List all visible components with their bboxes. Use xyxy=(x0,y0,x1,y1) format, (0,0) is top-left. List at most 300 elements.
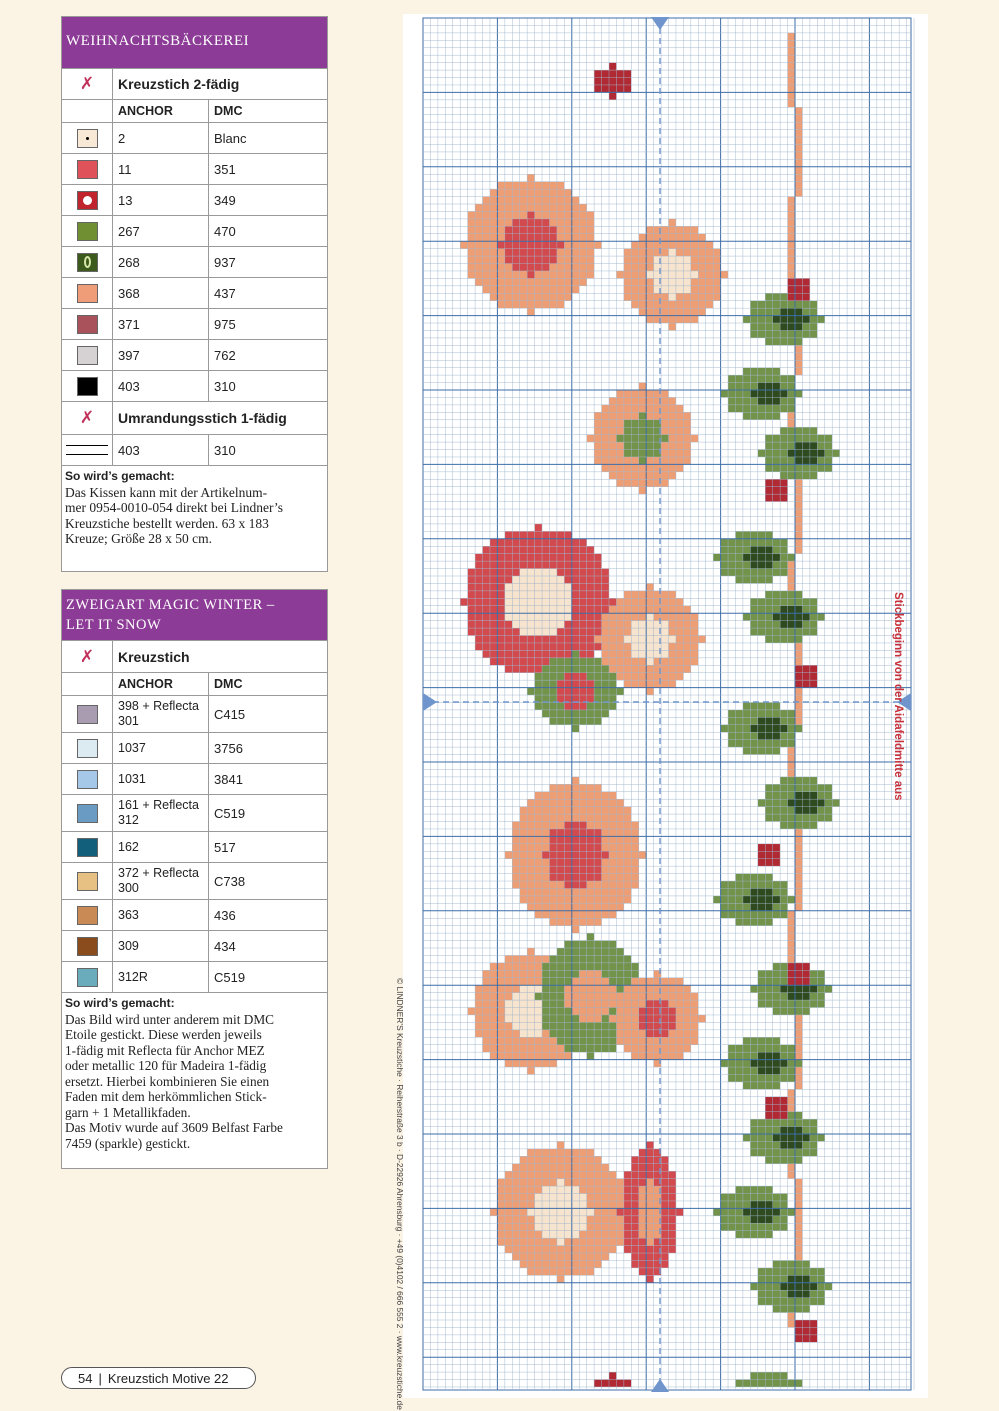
stitch-cell xyxy=(527,606,534,613)
stitch-cell xyxy=(676,293,683,300)
stitch-cell xyxy=(758,1208,765,1215)
stitch-cell xyxy=(602,970,609,977)
stitch-cell xyxy=(825,985,832,992)
stitch-cell xyxy=(624,896,631,903)
stitch-cell xyxy=(497,1179,504,1186)
stitch-cell xyxy=(624,1216,631,1223)
stitch-cell xyxy=(795,130,802,137)
anchor-value: 268 xyxy=(113,247,209,277)
stitch-cell xyxy=(639,256,646,263)
stitch-cell xyxy=(542,1246,549,1253)
stitch-cell xyxy=(609,1372,616,1379)
stitch-cell xyxy=(788,211,795,218)
stitch-cell xyxy=(631,420,638,427)
stitch-cell xyxy=(587,658,594,665)
stitch-cell xyxy=(616,881,623,888)
stitch-cell xyxy=(646,636,653,643)
stitch-cell xyxy=(773,464,780,471)
note-line: Das Kissen kann mit der Artikelnum- xyxy=(65,484,268,500)
cross-stitch-icon: ✗ xyxy=(79,646,95,667)
stitch-cell xyxy=(505,197,512,204)
stitch-cell xyxy=(691,993,698,1000)
stitch-cell xyxy=(535,1037,542,1044)
stitch-cell xyxy=(639,442,646,449)
stitch-cell xyxy=(639,673,646,680)
stitch-cell xyxy=(669,323,676,330)
stitch-cell xyxy=(780,427,787,434)
stitch-cell xyxy=(646,457,653,464)
stitch-cell xyxy=(497,1015,504,1022)
stitch-cell xyxy=(624,271,631,278)
stitch-cell xyxy=(795,1112,802,1119)
stitch-cell xyxy=(572,851,579,858)
stitch-cell xyxy=(758,368,765,375)
stitch-cell xyxy=(572,725,579,732)
stitch-cell xyxy=(490,1015,497,1022)
stitch-cell xyxy=(780,1060,787,1067)
stitch-cell xyxy=(646,420,653,427)
stitch-cell xyxy=(527,1156,534,1163)
stitch-cell xyxy=(780,375,787,382)
stitch-cell xyxy=(483,591,490,598)
stitch-cell xyxy=(579,1149,586,1156)
stitch-cell xyxy=(683,606,690,613)
stitch-cell xyxy=(564,249,571,256)
stitch-cell xyxy=(743,740,750,747)
stitch-cell xyxy=(795,1275,802,1282)
stitch-cell xyxy=(497,1223,504,1230)
stitch-cell xyxy=(802,628,809,635)
stitch-cell xyxy=(683,427,690,434)
stitch-cell xyxy=(795,658,802,665)
stitch-cell xyxy=(661,1238,668,1245)
stitch-cell xyxy=(520,829,527,836)
stitch-cell xyxy=(616,650,623,657)
stitch-cell xyxy=(810,330,817,337)
stitch-cell xyxy=(527,896,534,903)
stitch-cell xyxy=(639,405,646,412)
stitch-cell xyxy=(758,598,765,605)
stitch-cell xyxy=(773,732,780,739)
stitch-cell xyxy=(520,197,527,204)
stitch-cell xyxy=(795,546,802,553)
stitch-cell xyxy=(579,1045,586,1052)
stitch-cell xyxy=(572,1164,579,1171)
stitch-cell xyxy=(765,390,772,397)
stitch-cell xyxy=(795,993,802,1000)
stitch-cell xyxy=(646,397,653,404)
stitch-cell xyxy=(795,702,802,709)
stitch-cell xyxy=(765,896,772,903)
stitch-cell xyxy=(631,1201,638,1208)
stitch-cell xyxy=(765,1290,772,1297)
stitch-cell xyxy=(505,539,512,546)
stitch-cell xyxy=(631,829,638,836)
dmc-column-header: DMC xyxy=(214,104,243,118)
stitch-cell xyxy=(535,189,542,196)
stitch-cell xyxy=(557,702,564,709)
stitch-cell xyxy=(490,963,497,970)
stitch-cell xyxy=(564,636,571,643)
stitch-cell xyxy=(773,293,780,300)
stitch-cell xyxy=(527,576,534,583)
stitch-cell xyxy=(549,182,556,189)
stitch-cell xyxy=(564,256,571,263)
stitch-cell xyxy=(468,613,475,620)
stitch-cell xyxy=(527,174,534,181)
stitch-cell xyxy=(810,970,817,977)
stitch-cell xyxy=(475,1022,482,1029)
stitch-cell xyxy=(579,1231,586,1238)
stitch-cell xyxy=(557,658,564,665)
stitch-cell xyxy=(475,264,482,271)
stitch-cell xyxy=(564,963,571,970)
stitch-cell xyxy=(505,650,512,657)
stitch-cell xyxy=(616,412,623,419)
stitch-cell xyxy=(527,1216,534,1223)
stitch-cell xyxy=(676,405,683,412)
stitch-cell xyxy=(646,308,653,315)
stitch-cell xyxy=(594,561,601,568)
stitch-cell xyxy=(765,316,772,323)
stitch-cell xyxy=(520,1164,527,1171)
stitch-cell xyxy=(669,464,676,471)
stitch-cell xyxy=(594,1045,601,1052)
stitch-cell xyxy=(609,807,616,814)
stitch-cell xyxy=(743,1082,750,1089)
stitch-cell xyxy=(728,717,735,724)
stitch-cell xyxy=(587,226,594,233)
stitch-cell xyxy=(691,308,698,315)
dmc-value: 3841 xyxy=(214,771,243,787)
stitch-cell xyxy=(602,1238,609,1245)
stitch-cell xyxy=(520,1223,527,1230)
stitch-cell xyxy=(750,613,757,620)
stitch-cell xyxy=(594,1201,601,1208)
stitch-cell xyxy=(698,234,705,241)
stitch-cell xyxy=(765,918,772,925)
stitch-cell xyxy=(765,1000,772,1007)
stitch-cell xyxy=(780,814,787,821)
stitch-cell xyxy=(780,777,787,784)
stitch-cell xyxy=(557,1141,564,1148)
stitch-cell xyxy=(527,554,534,561)
stitch-cell xyxy=(825,442,832,449)
stitch-cell xyxy=(698,293,705,300)
stitch-cell xyxy=(780,1216,787,1223)
stitch-cell xyxy=(735,531,742,538)
stitch-cell xyxy=(788,1097,795,1104)
stitch-cell xyxy=(594,985,601,992)
stitch-cell xyxy=(639,1171,646,1178)
stitch-cell xyxy=(505,182,512,189)
stitch-cell xyxy=(750,725,757,732)
stitch-cell xyxy=(758,747,765,754)
stitch-cell xyxy=(706,249,713,256)
stitch-cell xyxy=(587,219,594,226)
stitch-cell xyxy=(691,1000,698,1007)
stitch-cell xyxy=(735,1074,742,1081)
stitch-cell xyxy=(773,479,780,486)
stitch-cell xyxy=(788,621,795,628)
stitch-cell xyxy=(631,1171,638,1178)
stitch-cell xyxy=(788,1052,795,1059)
stitch-cell xyxy=(773,613,780,620)
stitch-cell xyxy=(535,814,542,821)
stitch-cell xyxy=(683,271,690,278)
stitch-cell xyxy=(795,323,802,330)
stitch-cell xyxy=(780,1156,787,1163)
stitch-cell xyxy=(520,1216,527,1223)
stitch-cell xyxy=(549,792,556,799)
stitch-cell xyxy=(691,435,698,442)
stitch-cell xyxy=(505,1179,512,1186)
stitch-cell xyxy=(512,1179,519,1186)
stitch-cell xyxy=(639,680,646,687)
stitch-cell xyxy=(505,1186,512,1193)
stitch-cell xyxy=(587,911,594,918)
legend-row xyxy=(62,339,327,370)
stitch-cell xyxy=(564,234,571,241)
stitch-cell xyxy=(743,1231,750,1238)
stitch-cell xyxy=(535,799,542,806)
stitch-cell xyxy=(497,1022,504,1029)
stitch-cell xyxy=(795,516,802,523)
stitch-cell xyxy=(669,613,676,620)
stitch-cell xyxy=(594,636,601,643)
stitch-cell xyxy=(773,301,780,308)
stitch-cell xyxy=(587,569,594,576)
stitch-cell xyxy=(646,1171,653,1178)
stitch-cell xyxy=(557,650,564,657)
stitch-cell xyxy=(721,1201,728,1208)
stitch-cell xyxy=(535,561,542,568)
stitch-cell xyxy=(542,1253,549,1260)
stitch-cell xyxy=(520,963,527,970)
stitch-cell xyxy=(572,546,579,553)
stitch-cell xyxy=(661,390,668,397)
stitch-cell xyxy=(661,435,668,442)
magazine-title: Kreuzstich Motive 22 xyxy=(107,1370,229,1386)
stitch-cell xyxy=(780,442,787,449)
stitch-cell xyxy=(512,650,519,657)
stitch-cell xyxy=(780,457,787,464)
stitch-cell xyxy=(579,658,586,665)
stitch-cell xyxy=(557,643,564,650)
stitch-cell xyxy=(788,628,795,635)
stitch-cell xyxy=(609,881,616,888)
stitch-cell xyxy=(475,591,482,598)
stitch-cell xyxy=(483,621,490,628)
stitch-cell xyxy=(721,561,728,568)
stitch-cell xyxy=(788,747,795,754)
stitch-cell xyxy=(773,1000,780,1007)
stitch-cell xyxy=(669,1022,676,1029)
stitch-cell xyxy=(780,628,787,635)
stitch-cell xyxy=(721,1060,728,1067)
dmc-value: 937 xyxy=(214,254,236,270)
stitch-cell xyxy=(520,1201,527,1208)
stitch-cell xyxy=(691,658,698,665)
stitch-cell xyxy=(758,732,765,739)
stitch-cell xyxy=(758,725,765,732)
stitch-cell xyxy=(527,226,534,233)
stitch-cell xyxy=(587,1201,594,1208)
stitch-cell xyxy=(795,122,802,129)
stitch-cell xyxy=(594,241,601,248)
stitch-cell xyxy=(535,836,542,843)
stitch-cell xyxy=(639,293,646,300)
stitch-cell xyxy=(557,896,564,903)
anchor-value: 161 + Reflecta 312 xyxy=(113,795,209,831)
stitch-cell xyxy=(520,1022,527,1029)
stitch-cell xyxy=(468,219,475,226)
stitch-cell xyxy=(549,1179,556,1186)
stitch-cell xyxy=(691,1022,698,1029)
stitch-cell xyxy=(735,710,742,717)
stitch-cell xyxy=(646,286,653,293)
stitch-cell xyxy=(639,420,646,427)
stitch-cell xyxy=(542,301,549,308)
note-title: So wird’s gemacht: xyxy=(65,996,175,1010)
stitch-cell xyxy=(661,1008,668,1015)
stitch-cell xyxy=(631,1030,638,1037)
stitch-cell xyxy=(676,673,683,680)
stitch-cell xyxy=(676,412,683,419)
stitch-cell xyxy=(594,799,601,806)
stitch-cell xyxy=(639,665,646,672)
stitch-cell xyxy=(765,561,772,568)
stitch-cell xyxy=(542,836,549,843)
stitch-cell xyxy=(750,1060,757,1067)
stitch-cell xyxy=(535,1000,542,1007)
stitch-cell xyxy=(698,1015,705,1022)
stitch-cell xyxy=(758,881,765,888)
stitch-cell xyxy=(743,710,750,717)
stitch-cell xyxy=(669,993,676,1000)
stitch-cell xyxy=(758,1194,765,1201)
stitch-cell xyxy=(631,851,638,858)
stitch-cell xyxy=(802,1268,809,1275)
stitch-cell xyxy=(602,420,609,427)
stitch-cell xyxy=(527,807,534,814)
stitch-cell xyxy=(639,301,646,308)
stitch-cell xyxy=(587,680,594,687)
stitch-cell xyxy=(788,420,795,427)
stitch-cell xyxy=(497,650,504,657)
stitch-cell xyxy=(773,435,780,442)
stitch-cell xyxy=(773,911,780,918)
stitch-cell xyxy=(572,241,579,248)
stitch-cell xyxy=(631,1015,638,1022)
stitch-cell xyxy=(520,293,527,300)
stitch-cell xyxy=(624,591,631,598)
stitch-cell xyxy=(579,621,586,628)
stitch-cell xyxy=(557,1260,564,1267)
stitch-cell xyxy=(549,546,556,553)
stitch-cell xyxy=(795,978,802,985)
stitch-cell xyxy=(728,1052,735,1059)
stitch-cell xyxy=(669,636,676,643)
stitch-cell xyxy=(542,197,549,204)
stitch-cell xyxy=(572,955,579,962)
stitch-cell xyxy=(468,621,475,628)
stitch-cell xyxy=(616,859,623,866)
stitch-cell xyxy=(661,1223,668,1230)
stitch-cell xyxy=(802,792,809,799)
stitch-cell xyxy=(773,1052,780,1059)
stitch-cell xyxy=(743,896,750,903)
stitch-cell xyxy=(579,628,586,635)
stitch-cell xyxy=(616,1216,623,1223)
stitch-cell xyxy=(483,554,490,561)
stitch-cell xyxy=(564,241,571,248)
stitch-cell xyxy=(594,1186,601,1193)
stitch-cell xyxy=(788,755,795,762)
stitch-cell xyxy=(572,1171,579,1178)
stitch-cell xyxy=(609,405,616,412)
stitch-cell xyxy=(646,1030,653,1037)
stitch-cell xyxy=(579,941,586,948)
stitch-cell xyxy=(564,970,571,977)
stitch-cell xyxy=(646,1238,653,1245)
stitch-cell xyxy=(639,412,646,419)
stitch-cell xyxy=(661,241,668,248)
stitch-cell xyxy=(765,1134,772,1141)
stitch-cell xyxy=(535,903,542,910)
stitch-cell xyxy=(646,1201,653,1208)
stitch-cell xyxy=(661,1194,668,1201)
stitch-cell xyxy=(639,1186,646,1193)
page-number: 54 xyxy=(78,1370,93,1386)
stitch-cell xyxy=(527,1179,534,1186)
stitch-cell xyxy=(758,308,765,315)
stitch-cell xyxy=(587,903,594,910)
stitch-cell xyxy=(542,702,549,709)
stitch-cell xyxy=(512,531,519,538)
stitch-cell xyxy=(706,264,713,271)
stitch-cell xyxy=(549,702,556,709)
stitch-cell xyxy=(661,301,668,308)
stitch-cell xyxy=(631,450,638,457)
stitch-cell xyxy=(773,1112,780,1119)
stitch-cell xyxy=(810,993,817,1000)
stitch-cell xyxy=(616,866,623,873)
stitch-cell xyxy=(773,963,780,970)
stitch-cell xyxy=(542,1149,549,1156)
stitch-cell xyxy=(602,405,609,412)
stitch-cell xyxy=(773,338,780,345)
stitch-cell xyxy=(535,234,542,241)
stitch-cell xyxy=(639,658,646,665)
stitch-cell xyxy=(527,985,534,992)
stitch-cell xyxy=(795,308,802,315)
stitch-cell xyxy=(758,978,765,985)
stitch-cell xyxy=(750,874,757,881)
stitch-cell xyxy=(802,301,809,308)
stitch-cell xyxy=(639,1052,646,1059)
stitch-cell xyxy=(520,1246,527,1253)
stitch-cell xyxy=(549,569,556,576)
stitch-cell xyxy=(602,941,609,948)
stitch-cell xyxy=(557,1052,564,1059)
stitch-cell xyxy=(497,1208,504,1215)
stitch-cell xyxy=(579,792,586,799)
stitch-cell xyxy=(616,1238,623,1245)
stitch-cell xyxy=(624,874,631,881)
stitch-cell xyxy=(564,643,571,650)
stitch-cell xyxy=(549,1246,556,1253)
